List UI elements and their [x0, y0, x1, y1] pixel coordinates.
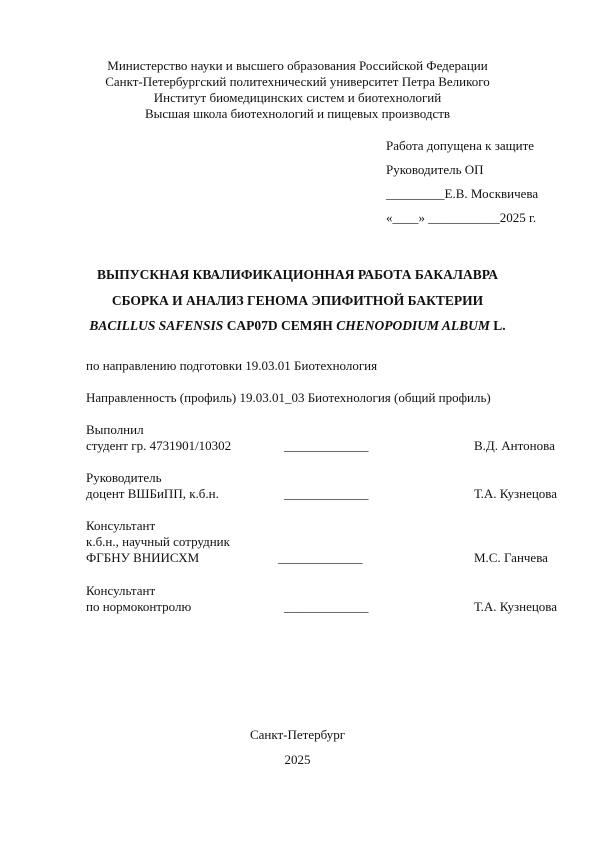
header-line-institute: Институт биомедицинских систем и биотехнологий	[153, 90, 442, 105]
title-topic-line2	[0, 318, 595, 334]
signer-role-consultant: Консультант	[86, 518, 156, 533]
footer-year: 2025	[284, 752, 311, 767]
signer-position-normcontrol: по нормоконтролю	[86, 599, 192, 614]
signer-name-consultant: М.С. Ганчева	[474, 550, 548, 565]
title-end: L.	[489, 318, 506, 333]
signer-role-normcontrol: Консультант	[86, 583, 156, 598]
signer-role-student: Выполнил	[86, 422, 144, 437]
signer-degree-consultant: к.б.н., научный сотрудник	[86, 534, 230, 549]
approval-head: Руководитель ОП	[386, 162, 484, 177]
header-line-school: Высшая школа биотехнологий и пищевых производств	[144, 106, 451, 121]
signer-position-consultant: ФГБНУ ВНИИСХМ	[86, 550, 200, 565]
signer-name-normcontrol: Т.А. Кузнецова	[474, 599, 558, 614]
signature-line-supervisor: _____________	[284, 486, 369, 501]
species-chenopodium: CHENOPODIUM ALBUM	[336, 318, 490, 333]
header-line-ministry: Министерство науки и высшего образования Российской Федерации	[107, 58, 488, 73]
signature-line-consultant: _____________	[278, 550, 363, 565]
approval-date: «____» ___________2025 г.	[386, 210, 537, 225]
signer-role-supervisor: Руководитель	[86, 470, 162, 485]
title-type: ВЫПУСКНАЯ КВАЛИФИКАЦИОННАЯ РАБОТА БАКАЛАВРА	[96, 267, 499, 282]
species-bacillus: BACILLUS SAFENSIS	[89, 318, 224, 333]
title-strain: CAP07D СЕМЯН	[223, 318, 337, 333]
signer-position-supervisor: доцент ВШБиПП, к.б.н.	[86, 486, 219, 501]
footer-city: Санкт-Петербург	[249, 727, 346, 742]
header-line-university: Санкт-Петербургский политехнический университет Петра Великого	[105, 74, 490, 89]
signer-name-supervisor: Т.А. Кузнецова	[474, 486, 558, 501]
study-direction: по направлению подготовки 19.03.01 Биотехнология	[86, 358, 378, 373]
approval-admitted: Работа допущена к защите	[386, 138, 535, 153]
signer-name-student: В.Д. Антонова	[474, 438, 555, 453]
title-topic-line1: СБОРКА И АНАЛИЗ ГЕНОМА ЭПИФИТНОЙ БАКТЕРИИ	[111, 293, 484, 308]
signer-position-student: студент гр. 4731901/10302	[86, 438, 232, 453]
approval-signature: _________Е.В. Москвичева	[386, 186, 539, 201]
signature-line-student: _____________	[284, 438, 369, 453]
signature-line-normcontrol: _____________	[284, 599, 369, 614]
study-profile: Направленность (профиль) 19.03.01_03 Биотехнология (общий профиль)	[86, 390, 491, 405]
